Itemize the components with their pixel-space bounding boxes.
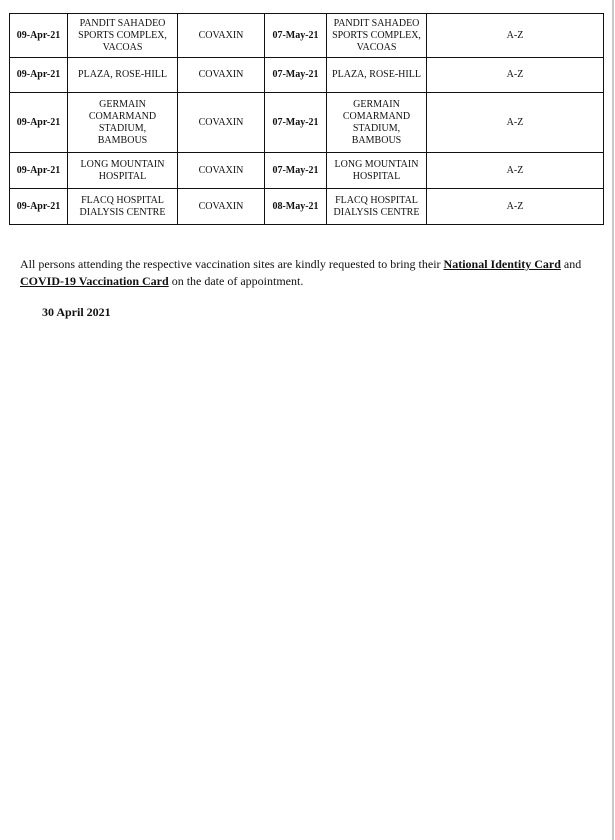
second-dose-site-cell bbox=[327, 14, 427, 58]
vaccine-name-text: COVAXIN bbox=[198, 29, 244, 41]
document-date: 30 April 2021 bbox=[42, 305, 111, 319]
schedule-row bbox=[10, 58, 604, 93]
second-dose-site-line: PANDIT SAHADEO bbox=[333, 17, 420, 29]
first-dose-site-line: BAMBOUS bbox=[97, 134, 148, 146]
second-dose-site-cell bbox=[327, 153, 427, 189]
surname-range-cell bbox=[427, 14, 604, 58]
first-dose-site-cell bbox=[68, 14, 178, 58]
covid-vaccination-card-text: COVID-19 Vaccination Card bbox=[20, 274, 169, 288]
second-dose-site-line: STADIUM, bbox=[352, 122, 401, 134]
first-dose-date-cell bbox=[10, 153, 68, 189]
notice-paragraph bbox=[20, 256, 598, 290]
surname-range-text: A-Z bbox=[506, 116, 524, 128]
vaccine-name-cell bbox=[178, 93, 265, 153]
second-dose-date-cell bbox=[265, 58, 327, 93]
second-dose-date-text: 08-May-21 bbox=[272, 200, 319, 212]
second-dose-site-line: PLAZA, ROSE-HILL bbox=[332, 69, 421, 80]
surname-range-text: A-Z bbox=[506, 164, 524, 176]
vaccine-name-cell bbox=[178, 14, 265, 58]
second-dose-site-line: BAMBOUS bbox=[351, 134, 402, 146]
surname-range-cell bbox=[427, 58, 604, 93]
first-dose-date-text: 09-Apr-21 bbox=[16, 200, 61, 212]
second-dose-site-line: COMARMAND bbox=[342, 110, 411, 122]
second-dose-site-line: SPORTS COMPLEX, bbox=[332, 29, 421, 41]
second-dose-date-cell bbox=[265, 93, 327, 153]
second-dose-site-line: FLACQ HOSPITAL bbox=[335, 194, 418, 206]
notice-text-before: All persons attending the respective vaccination sites are kindly requested to bring their bbox=[20, 257, 444, 271]
first-dose-site-line: DIALYSIS CENTRE bbox=[79, 206, 166, 218]
second-dose-site-cell bbox=[327, 93, 427, 153]
first-dose-date-cell bbox=[10, 189, 68, 225]
second-dose-site-line: VACOAS bbox=[356, 41, 397, 53]
schedule-row bbox=[10, 93, 604, 153]
first-dose-site-line: LONG MOUNTAIN bbox=[80, 158, 165, 170]
second-dose-date-text: 07-May-21 bbox=[272, 116, 319, 128]
vaccine-name-text: COVAXIN bbox=[198, 164, 244, 176]
schedule-row bbox=[10, 189, 604, 225]
surname-range-text: A-Z bbox=[506, 29, 524, 41]
notice-text-after: on the date of appointment. bbox=[168, 274, 304, 288]
first-dose-site-cell bbox=[68, 189, 178, 225]
first-dose-site-line: PLAZA, ROSE-HILL bbox=[78, 69, 167, 80]
first-dose-date-cell bbox=[10, 58, 68, 93]
surname-range-cell bbox=[427, 153, 604, 189]
first-dose-date-text: 09-Apr-21 bbox=[16, 29, 61, 41]
surname-range-text: A-Z bbox=[506, 69, 524, 80]
first-dose-site-line: PANDIT SAHADEO bbox=[79, 17, 166, 29]
second-dose-date-text: 07-May-21 bbox=[272, 29, 319, 41]
schedule-row bbox=[10, 153, 604, 189]
second-dose-site-cell bbox=[327, 189, 427, 225]
first-dose-site-line: STADIUM, bbox=[98, 122, 147, 134]
first-dose-site-cell bbox=[68, 93, 178, 153]
first-dose-site-line: COMARMAND bbox=[88, 110, 157, 122]
first-dose-site-cell bbox=[68, 153, 178, 189]
surname-range-text: A-Z bbox=[506, 200, 524, 212]
first-dose-date-text: 09-Apr-21 bbox=[16, 116, 61, 128]
first-dose-site-line: GERMAIN bbox=[99, 98, 146, 110]
surname-range-cell bbox=[427, 93, 604, 153]
first-dose-site-line: FLACQ HOSPITAL bbox=[81, 194, 164, 206]
second-dose-date-text: 07-May-21 bbox=[272, 69, 319, 80]
schedule-row bbox=[10, 14, 604, 58]
vaccine-name-cell bbox=[178, 189, 265, 225]
second-dose-date-cell bbox=[265, 189, 327, 225]
second-dose-site-cell bbox=[327, 58, 427, 93]
notice-text-middle: and bbox=[560, 257, 582, 271]
vaccine-name-text: COVAXIN bbox=[198, 69, 244, 80]
first-dose-date-text: 09-Apr-21 bbox=[16, 164, 61, 176]
second-dose-site-line: GERMAIN bbox=[353, 98, 400, 110]
first-dose-date-text: 09-Apr-21 bbox=[16, 69, 61, 80]
second-dose-site-line: DIALYSIS CENTRE bbox=[333, 206, 420, 218]
first-dose-site-line: VACOAS bbox=[102, 41, 143, 53]
national-identity-card-text: National Identity Card bbox=[443, 257, 561, 271]
first-dose-site-line: SPORTS COMPLEX, bbox=[78, 29, 167, 41]
second-dose-date-cell bbox=[265, 14, 327, 58]
vaccine-name-cell bbox=[178, 58, 265, 93]
second-dose-site-line: HOSPITAL bbox=[352, 170, 401, 182]
second-dose-site-line: LONG MOUNTAIN bbox=[334, 158, 419, 170]
vaccine-name-text: COVAXIN bbox=[198, 200, 244, 212]
second-dose-date-cell bbox=[265, 153, 327, 189]
second-dose-date-text: 07-May-21 bbox=[272, 164, 319, 176]
first-dose-date-cell bbox=[10, 93, 68, 153]
vaccination-schedule-table bbox=[9, 13, 604, 225]
first-dose-site-line: HOSPITAL bbox=[98, 170, 147, 182]
first-dose-site-cell bbox=[68, 58, 178, 93]
page-edge bbox=[612, 0, 614, 840]
vaccine-name-text: COVAXIN bbox=[198, 116, 244, 128]
vaccine-name-cell bbox=[178, 153, 265, 189]
surname-range-cell bbox=[427, 189, 604, 225]
first-dose-date-cell bbox=[10, 14, 68, 58]
